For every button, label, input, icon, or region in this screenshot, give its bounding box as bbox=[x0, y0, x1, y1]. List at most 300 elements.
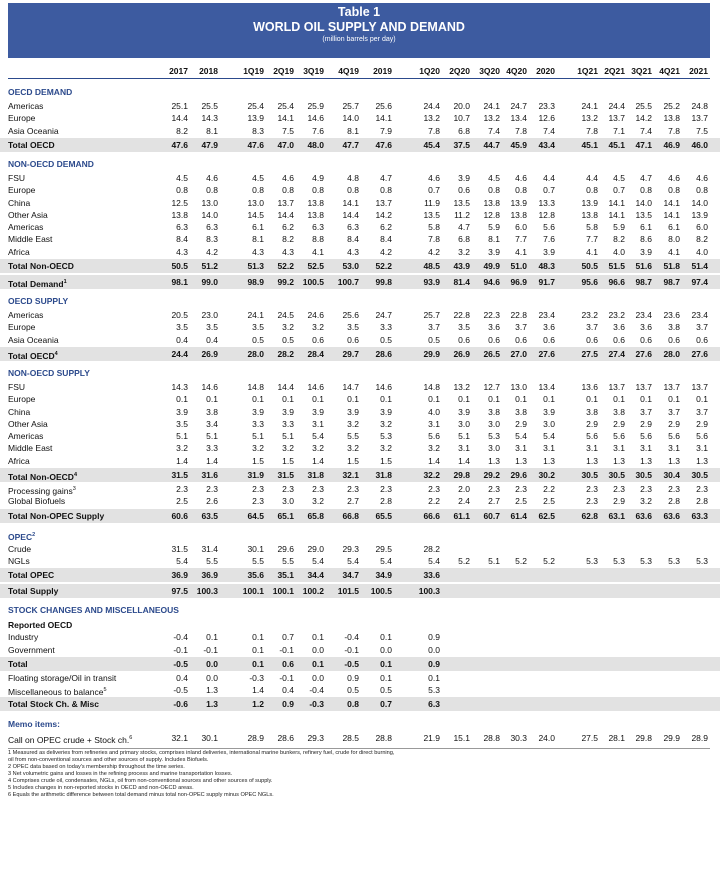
row-label: FSU bbox=[8, 173, 25, 183]
cell-value: 28.4 bbox=[307, 349, 324, 359]
cell-value: 5.4 bbox=[176, 556, 188, 566]
cell-value: 0.1 bbox=[380, 632, 392, 642]
cell-value: 51.4 bbox=[691, 261, 708, 271]
cell-value: 14.3 bbox=[171, 382, 188, 392]
cell-value: -0.6 bbox=[173, 699, 188, 709]
cell-value: 28.6 bbox=[375, 349, 392, 359]
cell-value: 2.5 bbox=[543, 496, 555, 506]
table-title: WORLD OIL SUPPLY AND DEMAND bbox=[253, 20, 465, 34]
cell-value: 5.6 bbox=[543, 222, 555, 232]
cell-value: 23.2 bbox=[608, 310, 625, 320]
cell-value: 0.5 bbox=[380, 335, 392, 345]
cell-value: 5.6 bbox=[668, 431, 680, 441]
table-row bbox=[0, 568, 720, 582]
cell-value: 13.0 bbox=[201, 198, 218, 208]
cell-value: 5.2 bbox=[515, 556, 527, 566]
table-row bbox=[0, 630, 720, 644]
cell-value: 8.0 bbox=[668, 234, 680, 244]
cell-value: 7.9 bbox=[380, 126, 392, 136]
cell-value: 8.1 bbox=[347, 126, 359, 136]
cell-value: 5.4 bbox=[347, 556, 359, 566]
cell-value: 23.2 bbox=[581, 310, 598, 320]
cell-value: 24.8 bbox=[691, 101, 708, 111]
row-label: Middle East bbox=[8, 443, 53, 453]
cell-value: 0.8 bbox=[252, 185, 264, 195]
cell-value: 14.8 bbox=[247, 382, 264, 392]
row-label: Europe bbox=[8, 113, 36, 123]
cell-value: 7.5 bbox=[282, 126, 294, 136]
cell-value: 0.8 bbox=[206, 185, 218, 195]
cell-value: 31.8 bbox=[307, 470, 324, 480]
cell-value: 0.5 bbox=[252, 335, 264, 345]
cell-value: 0.4 bbox=[176, 673, 188, 683]
cell-value: 5.1 bbox=[488, 556, 500, 566]
table-row bbox=[0, 245, 720, 259]
table-row bbox=[0, 554, 720, 568]
cell-value: 0.1 bbox=[282, 394, 294, 404]
cell-value: -0.1 bbox=[279, 673, 294, 683]
row-label: Asia Oceania bbox=[8, 126, 59, 136]
cell-value: 2.8 bbox=[668, 496, 680, 506]
cell-value: 4.4 bbox=[543, 173, 555, 183]
cell-value: 3.1 bbox=[312, 419, 324, 429]
cell-value: 3.9 bbox=[458, 173, 470, 183]
cell-value: 28.1 bbox=[608, 733, 625, 743]
cell-value: 3.9 bbox=[380, 407, 392, 417]
cell-value: 6.2 bbox=[282, 222, 294, 232]
cell-value: 62.8 bbox=[581, 511, 598, 521]
cell-value: 3.8 bbox=[206, 407, 218, 417]
cell-value: 28.8 bbox=[375, 733, 392, 743]
cell-value: 28.9 bbox=[247, 733, 264, 743]
cell-value: 0.1 bbox=[206, 394, 218, 404]
column-header: 3Q19 bbox=[303, 66, 324, 76]
row-label: Americas bbox=[8, 101, 44, 111]
cell-value: 2.3 bbox=[488, 484, 500, 494]
cell-value: 1.5 bbox=[380, 456, 392, 466]
cell-value: 5.1 bbox=[206, 431, 218, 441]
cell-value: 100.2 bbox=[302, 586, 324, 596]
table-row bbox=[0, 454, 720, 468]
table-number: Table 1 bbox=[337, 5, 381, 19]
cell-value: 13.8 bbox=[581, 210, 598, 220]
cell-value: 14.1 bbox=[342, 198, 359, 208]
cell-value: 6.3 bbox=[428, 699, 440, 709]
cell-value: 7.4 bbox=[488, 126, 500, 136]
cell-value: 13.2 bbox=[453, 382, 470, 392]
cell-value: 0.0 bbox=[206, 659, 218, 669]
cell-value: 0.6 bbox=[586, 335, 598, 345]
cell-value: 45.1 bbox=[608, 140, 625, 150]
cell-value: 6.0 bbox=[515, 222, 527, 232]
row-label: Call on OPEC crude + Stock ch.$^6$ bbox=[8, 734, 133, 745]
cell-value: 91.7 bbox=[538, 277, 555, 287]
cell-value: 13.7 bbox=[635, 382, 652, 392]
cell-value: 4.3 bbox=[176, 247, 188, 257]
cell-value: 6.1 bbox=[640, 222, 652, 232]
cell-value: 13.3 bbox=[538, 198, 555, 208]
cell-value: 0.1 bbox=[252, 394, 264, 404]
cell-value: 93.9 bbox=[423, 277, 440, 287]
cell-value: 5.8 bbox=[428, 222, 440, 232]
cell-value: 25.4 bbox=[277, 101, 294, 111]
cell-value: 14.4 bbox=[277, 210, 294, 220]
cell-value: 6.8 bbox=[458, 126, 470, 136]
cell-value: 3.1 bbox=[543, 443, 555, 453]
cell-value: 3.6 bbox=[613, 322, 625, 332]
cell-value: 30.1 bbox=[201, 733, 218, 743]
row-label: NON-OECD SUPPLY bbox=[8, 368, 90, 378]
cell-value: 7.8 bbox=[428, 126, 440, 136]
cell-value: 8.3 bbox=[206, 234, 218, 244]
row-label: Europe bbox=[8, 394, 36, 404]
cell-value: 1.3 bbox=[206, 699, 218, 709]
cell-value: 66.6 bbox=[423, 511, 440, 521]
cell-value: -0.1 bbox=[344, 645, 359, 655]
cell-value: 2.3 bbox=[586, 496, 598, 506]
cell-value: 30.5 bbox=[635, 470, 652, 480]
cell-value: 6.3 bbox=[347, 222, 359, 232]
cell-value: 13.9 bbox=[247, 113, 264, 123]
cell-value: 11.2 bbox=[454, 210, 470, 220]
cell-value: 5.3 bbox=[668, 556, 680, 566]
cell-value: 5.3 bbox=[696, 556, 708, 566]
table-row bbox=[0, 124, 720, 138]
cell-value: 1.4 bbox=[428, 456, 440, 466]
cell-value: 43.4 bbox=[538, 140, 555, 150]
cell-value: 2.3 bbox=[312, 484, 324, 494]
cell-value: 13.7 bbox=[663, 382, 680, 392]
cell-value: 2.9 bbox=[586, 419, 598, 429]
cell-value: 65.8 bbox=[307, 511, 324, 521]
column-header-row bbox=[0, 64, 720, 78]
cell-value: 0.5 bbox=[380, 685, 392, 695]
cell-value: 0.1 bbox=[312, 632, 324, 642]
cell-value: 5.5 bbox=[206, 556, 218, 566]
cell-value: 30.5 bbox=[608, 470, 625, 480]
cell-value: 1.4 bbox=[206, 456, 218, 466]
column-header: 1Q19 bbox=[243, 66, 264, 76]
cell-value: 3.7 bbox=[586, 322, 598, 332]
cell-value: 31.4 bbox=[201, 544, 218, 554]
cell-value: 0.1 bbox=[252, 632, 264, 642]
cell-value: 3.9 bbox=[252, 407, 264, 417]
cell-value: 4.0 bbox=[428, 407, 440, 417]
cell-value: 5.1 bbox=[176, 431, 188, 441]
cell-value: 32.1 bbox=[171, 733, 188, 743]
cell-value: 0.6 bbox=[696, 335, 708, 345]
row-label: Total Non-OECD$^4$ bbox=[8, 471, 78, 482]
cell-value: 14.4 bbox=[342, 210, 359, 220]
cell-value: 0.1 bbox=[312, 659, 324, 669]
cell-value: 3.9 bbox=[543, 407, 555, 417]
cell-value: 8.2 bbox=[176, 126, 188, 136]
row-label: NGLs bbox=[8, 556, 30, 566]
cell-value: 66.8 bbox=[342, 511, 359, 521]
cell-value: 15.1 bbox=[453, 733, 470, 743]
cell-value: 3.1 bbox=[696, 443, 708, 453]
cell-value: 14.6 bbox=[307, 382, 324, 392]
cell-value: 3.8 bbox=[488, 407, 500, 417]
row-label: Africa bbox=[8, 456, 30, 466]
cell-value: 12.6 bbox=[538, 113, 555, 123]
cell-value: 2.9 bbox=[696, 419, 708, 429]
cell-value: 13.2 bbox=[581, 113, 598, 123]
cell-value: 6.3 bbox=[312, 222, 324, 232]
cell-value: 0.0 bbox=[206, 673, 218, 683]
cell-value: 8.3 bbox=[252, 126, 264, 136]
table-row bbox=[0, 643, 720, 657]
cell-value: 45.4 bbox=[423, 140, 440, 150]
cell-value: 0.1 bbox=[543, 394, 555, 404]
table-row bbox=[0, 683, 720, 697]
cell-value: 63.1 bbox=[608, 511, 625, 521]
cell-value: 3.5 bbox=[347, 322, 359, 332]
cell-value: 2.3 bbox=[696, 484, 708, 494]
cell-value: 98.1 bbox=[171, 277, 188, 287]
cell-value: 11.9 bbox=[424, 198, 440, 208]
cell-value: 0.6 bbox=[458, 335, 470, 345]
cell-value: 98.7 bbox=[635, 277, 652, 287]
cell-value: 60.7 bbox=[483, 511, 500, 521]
cell-value: 4.2 bbox=[206, 247, 218, 257]
row-label: Crude bbox=[8, 544, 32, 554]
cell-value: 2.3 bbox=[640, 484, 652, 494]
cell-value: 0.6 bbox=[668, 335, 680, 345]
cell-value: 99.0 bbox=[201, 277, 218, 287]
cell-value: 0.4 bbox=[282, 685, 294, 695]
cell-value: 7.4 bbox=[640, 126, 652, 136]
cell-value: 0.6 bbox=[312, 335, 324, 345]
cell-value: 4.8 bbox=[347, 173, 359, 183]
cell-value: 1.3 bbox=[586, 456, 598, 466]
cell-value: 14.6 bbox=[375, 382, 392, 392]
cell-value: 0.7 bbox=[380, 699, 392, 709]
row-label: Americas bbox=[8, 431, 44, 441]
cell-value: 52.5 bbox=[307, 261, 324, 271]
cell-value: 2.3 bbox=[252, 496, 264, 506]
table-row bbox=[0, 603, 720, 617]
cell-value: 5.5 bbox=[347, 431, 359, 441]
cell-value: 0.1 bbox=[380, 673, 392, 683]
cell-value: 24.4 bbox=[423, 101, 440, 111]
cell-value: 13.8 bbox=[663, 113, 680, 123]
cell-value: 0.7 bbox=[543, 185, 555, 195]
cell-value: 12.7 bbox=[483, 382, 500, 392]
cell-value: 31.8 bbox=[375, 470, 392, 480]
cell-value: 0.6 bbox=[515, 335, 527, 345]
cell-value: 5.2 bbox=[458, 556, 470, 566]
column-header: 2Q19 bbox=[273, 66, 294, 76]
cell-value: 5.1 bbox=[252, 431, 264, 441]
cell-value: 23.6 bbox=[663, 310, 680, 320]
cell-value: 0.8 bbox=[312, 185, 324, 195]
cell-value: 2.3 bbox=[252, 484, 264, 494]
cell-value: 3.0 bbox=[488, 443, 500, 453]
cell-value: 27.6 bbox=[691, 349, 708, 359]
cell-value: 0.7 bbox=[282, 632, 294, 642]
cell-value: 0.6 bbox=[282, 659, 294, 669]
cell-value: 3.2 bbox=[176, 443, 188, 453]
cell-value: 100.5 bbox=[370, 586, 392, 596]
cell-value: 5.9 bbox=[488, 222, 500, 232]
cell-value: 29.3 bbox=[342, 544, 359, 554]
cell-value: 3.0 bbox=[282, 496, 294, 506]
cell-value: 23.4 bbox=[691, 310, 708, 320]
cell-value: 1.3 bbox=[488, 456, 500, 466]
cell-value: 2.3 bbox=[347, 484, 359, 494]
cell-value: 24.1 bbox=[483, 101, 500, 111]
cell-value: 4.9 bbox=[312, 173, 324, 183]
cell-value: 0.8 bbox=[640, 185, 652, 195]
cell-value: 3.5 bbox=[458, 322, 470, 332]
cell-value: 25.2 bbox=[663, 101, 680, 111]
cell-value: 13.7 bbox=[608, 382, 625, 392]
row-label: China bbox=[8, 198, 31, 208]
cell-value: 63.5 bbox=[201, 511, 218, 521]
cell-value: 43.9 bbox=[453, 261, 470, 271]
column-header: 2Q20 bbox=[449, 66, 470, 76]
cell-value: 2.3 bbox=[613, 484, 625, 494]
cell-value: 34.4 bbox=[307, 570, 324, 580]
cell-value: 29.8 bbox=[453, 470, 470, 480]
cell-value: 13.8 bbox=[307, 198, 324, 208]
table-row bbox=[0, 294, 720, 308]
cell-value: 1.3 bbox=[515, 456, 527, 466]
cell-value: 1.3 bbox=[206, 685, 218, 695]
cell-value: 3.4 bbox=[206, 419, 218, 429]
cell-value: 32.2 bbox=[423, 470, 440, 480]
cell-value: 14.0 bbox=[342, 113, 359, 123]
cell-value: 25.1 bbox=[171, 101, 188, 111]
cell-value: -0.5 bbox=[344, 659, 359, 669]
cell-value: 13.8 bbox=[307, 210, 324, 220]
cell-value: 14.2 bbox=[375, 210, 392, 220]
cell-value: 23.3 bbox=[538, 101, 555, 111]
cell-value: 24.0 bbox=[538, 733, 555, 743]
cell-value: 6.1 bbox=[252, 222, 264, 232]
row-label: Total OPEC bbox=[8, 570, 55, 580]
cell-value: 27.5 bbox=[581, 733, 598, 743]
cell-value: -0.1 bbox=[173, 645, 188, 655]
cell-value: 0.1 bbox=[206, 632, 218, 642]
cell-value: 28.2 bbox=[423, 544, 440, 554]
table-row bbox=[0, 138, 720, 152]
column-header: 2Q21 bbox=[604, 66, 625, 76]
cell-value: 29.8 bbox=[635, 733, 652, 743]
cell-value: 47.1 bbox=[635, 140, 652, 150]
cell-value: 4.5 bbox=[252, 173, 264, 183]
cell-value: 3.2 bbox=[312, 443, 324, 453]
cell-value: 3.7 bbox=[515, 322, 527, 332]
cell-value: 63.6 bbox=[663, 511, 680, 521]
footnote-marker: 4 bbox=[73, 472, 78, 478]
cell-value: 8.4 bbox=[347, 234, 359, 244]
cell-value: 30.3 bbox=[510, 733, 527, 743]
cell-value: 23.4 bbox=[635, 310, 652, 320]
cell-value: 3.2 bbox=[380, 419, 392, 429]
row-label: OECD DEMAND bbox=[8, 87, 73, 97]
cell-value: 25.4 bbox=[247, 101, 264, 111]
footnote-marker: 1 bbox=[63, 279, 67, 285]
row-label: Total bbox=[8, 659, 28, 669]
cell-value: 12.5 bbox=[171, 198, 188, 208]
cell-value: 2.9 bbox=[613, 496, 625, 506]
cell-value: 0.1 bbox=[696, 394, 708, 404]
cell-value: 5.9 bbox=[613, 222, 625, 232]
column-header: 1Q20 bbox=[419, 66, 440, 76]
cell-value: 13.5 bbox=[453, 198, 470, 208]
cell-value: 7.6 bbox=[543, 234, 555, 244]
cell-value: 13.2 bbox=[423, 113, 440, 123]
cell-value: 3.1 bbox=[613, 443, 625, 453]
row-label: OPEC$^2$ bbox=[8, 531, 36, 542]
cell-value: 45.1 bbox=[581, 140, 598, 150]
row-label: Americas bbox=[8, 310, 44, 320]
table-row bbox=[0, 275, 720, 289]
cell-value: 0.9 bbox=[282, 699, 294, 709]
table-row bbox=[0, 657, 720, 671]
cell-value: 0.4 bbox=[176, 335, 188, 345]
cell-value: 46.0 bbox=[691, 140, 708, 150]
cell-value: 0.6 bbox=[488, 335, 500, 345]
cell-value: 4.3 bbox=[282, 247, 294, 257]
cell-value: 31.5 bbox=[171, 544, 188, 554]
table-row bbox=[0, 468, 720, 482]
footnote-marker: 3 bbox=[72, 486, 76, 492]
table-row bbox=[0, 157, 720, 171]
cell-value: 13.9 bbox=[691, 210, 708, 220]
cell-value: 7.6 bbox=[312, 126, 324, 136]
cell-value: -0.4 bbox=[173, 632, 188, 642]
column-header: 2019 bbox=[373, 66, 392, 76]
cell-value: 3.2 bbox=[252, 443, 264, 453]
cell-value: 4.1 bbox=[312, 247, 324, 257]
cell-value: 27.4 bbox=[608, 349, 625, 359]
cell-value: 0.1 bbox=[380, 394, 392, 404]
cell-value: 29.9 bbox=[423, 349, 440, 359]
cell-value: 0.1 bbox=[515, 394, 527, 404]
cell-value: 3.1 bbox=[640, 443, 652, 453]
cell-value: 2.3 bbox=[428, 484, 440, 494]
cell-value: 5.5 bbox=[282, 556, 294, 566]
cell-value: 5.3 bbox=[380, 431, 392, 441]
cell-value: 5.4 bbox=[312, 431, 324, 441]
cell-value: 49.9 bbox=[483, 261, 500, 271]
cell-value: 4.7 bbox=[640, 173, 652, 183]
table-row bbox=[0, 697, 720, 711]
cell-value: 14.4 bbox=[171, 113, 188, 123]
cell-value: 3.9 bbox=[347, 407, 359, 417]
cell-value: 1.3 bbox=[696, 456, 708, 466]
cell-value: 3.9 bbox=[488, 247, 500, 257]
cell-value: 28.6 bbox=[277, 733, 294, 743]
cell-value: 53.0 bbox=[342, 261, 359, 271]
cell-value: 3.5 bbox=[176, 322, 188, 332]
cell-value: 22.8 bbox=[453, 310, 470, 320]
cell-value: 50.5 bbox=[171, 261, 188, 271]
row-label: Other Asia bbox=[8, 419, 48, 429]
cell-value: 4.6 bbox=[515, 173, 527, 183]
table-row bbox=[0, 528, 720, 542]
cell-value: 28.0 bbox=[663, 349, 680, 359]
cell-value: 0.8 bbox=[515, 185, 527, 195]
row-label: OECD SUPPLY bbox=[8, 296, 69, 306]
cell-value: 3.2 bbox=[458, 247, 470, 257]
cell-value: 97.5 bbox=[171, 586, 188, 596]
cell-value: 5.4 bbox=[428, 556, 440, 566]
cell-value: 3.9 bbox=[282, 407, 294, 417]
